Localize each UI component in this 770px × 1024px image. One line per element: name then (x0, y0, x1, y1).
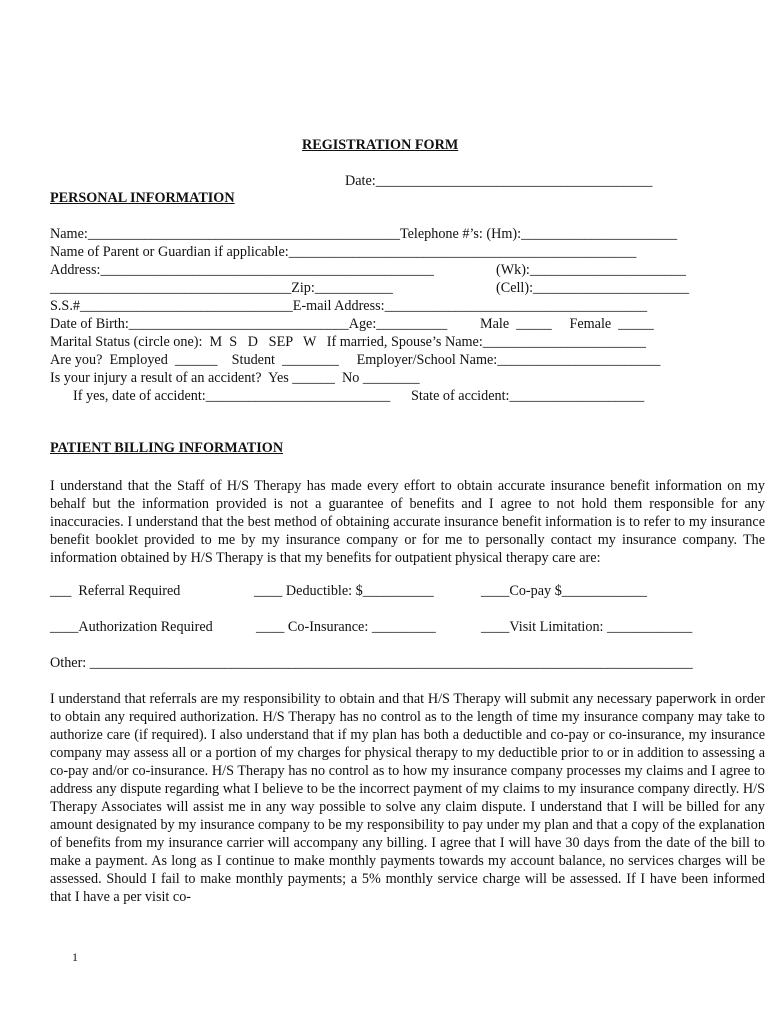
copay-option[interactable]: ____Co-pay $____________ (481, 583, 647, 599)
billing-paragraph-2: I understand that referrals are my responsibility to obtain and that H/S Therapy will submit any necessary paperwork in order to obtain any required authorization. H/S Therapy has no control as to the length of time my insurance company may take to authorize care (if required). I also understand that if my plan has both a deductible and co-pay or co-insurance, my insurance company may assess all or a portion of my charges for physical therapy to my deductible prior to or in addition to assessing a co-pay and/or co-insurance. H/S Therapy has no control as to how my insurance company processes my claims and I agree to address any dispute regarding what I believe to be the incorrect payment of my claims to my insurance company directly. H/S Therapy Associates will assist me in any way possible to solve any claim dispute. I understand that I will be billed for any amount designated by my insurance company to be my responsibility to pay under my plan and that a copy of the explanation of benefits from my insurance carrier will accompany any billing. I agree that I will have 30 days from the date of the bill to make a payment. As long as I continue to make monthly payments towards my account balance, no services charges will be assessed. Should I fail to make monthly payments; a 5% monthly service charge will be assessed. If I have been informed that I have a per visit co- (50, 691, 765, 905)
accident-state-line[interactable]: State of accident:___________________ (411, 388, 645, 404)
address-line[interactable]: Address:_______________________________________________ (50, 262, 434, 278)
form-title: REGISTRATION FORM (302, 137, 459, 153)
other-line[interactable]: Other: _____________________________________________________________________________________ (50, 655, 693, 671)
name-telephone-line[interactable]: Name:____________________________________________Telephone #’s: (Hm):______________________ (50, 226, 678, 242)
deductible-option[interactable]: ____ Deductible: $__________ (254, 583, 434, 599)
employment-line[interactable]: Are you? Employed ______ Student ________ Employer/School Name:_______________________ (50, 352, 661, 368)
billing-paragraph-1: I understand that the Staff of H/S Therapy has made every effort to obtain accurate insurance benefit information on my behalf but the information provided is not a guarantee of benefits and I agree to not hold them responsible for any inaccuracies. I understand that the best method of obtaining accurate insurance benefit information is to refer to my insurance benefit booklet provided to me by my insurance company or for me to personally contact my insurance company. The information obtained by H/S Therapy is that my benefits for outpatient physical therapy care are: (50, 478, 765, 566)
cell-phone-line[interactable]: (Cell):______________________ (496, 280, 690, 296)
ssn-email-line[interactable]: S.S.#______________________________E-mail Address:_____________________________________ (50, 298, 648, 314)
accident-date-line[interactable]: If yes, date of accident:__________________________ (73, 388, 391, 404)
work-phone-line[interactable]: (Wk):______________________ (496, 262, 686, 278)
visit-limitation-option[interactable]: ____Visit Limitation: ____________ (481, 619, 693, 635)
guardian-line[interactable]: Name of Parent or Guardian if applicable:_________________________________________________ (50, 244, 637, 260)
marital-status-line[interactable]: Marital Status (circle one): M S D SEP W If married, Spouse’s Name:_______________________ (50, 334, 646, 350)
authorization-required-option[interactable]: ____Authorization Required (50, 619, 213, 635)
gender-line[interactable]: Male _____ Female _____ (480, 316, 654, 332)
dob-age-line[interactable]: Date of Birth:_______________________________Age:__________ (50, 316, 448, 332)
personal-info-heading: PERSONAL INFORMATION (50, 190, 235, 206)
referral-required-option[interactable]: ___ Referral Required (50, 583, 181, 599)
accident-question-line[interactable]: Is your injury a result of an accident? Yes ______ No ________ (50, 370, 420, 386)
page-number: 1 (72, 950, 78, 964)
date-field[interactable]: Date:_______________________________________ (345, 173, 653, 189)
zip-line[interactable]: __________________________________Zip:___________ (50, 280, 393, 296)
billing-heading: PATIENT BILLING INFORMATION (50, 440, 284, 456)
coinsurance-option[interactable]: ____ Co-Insurance: _________ (256, 619, 436, 635)
